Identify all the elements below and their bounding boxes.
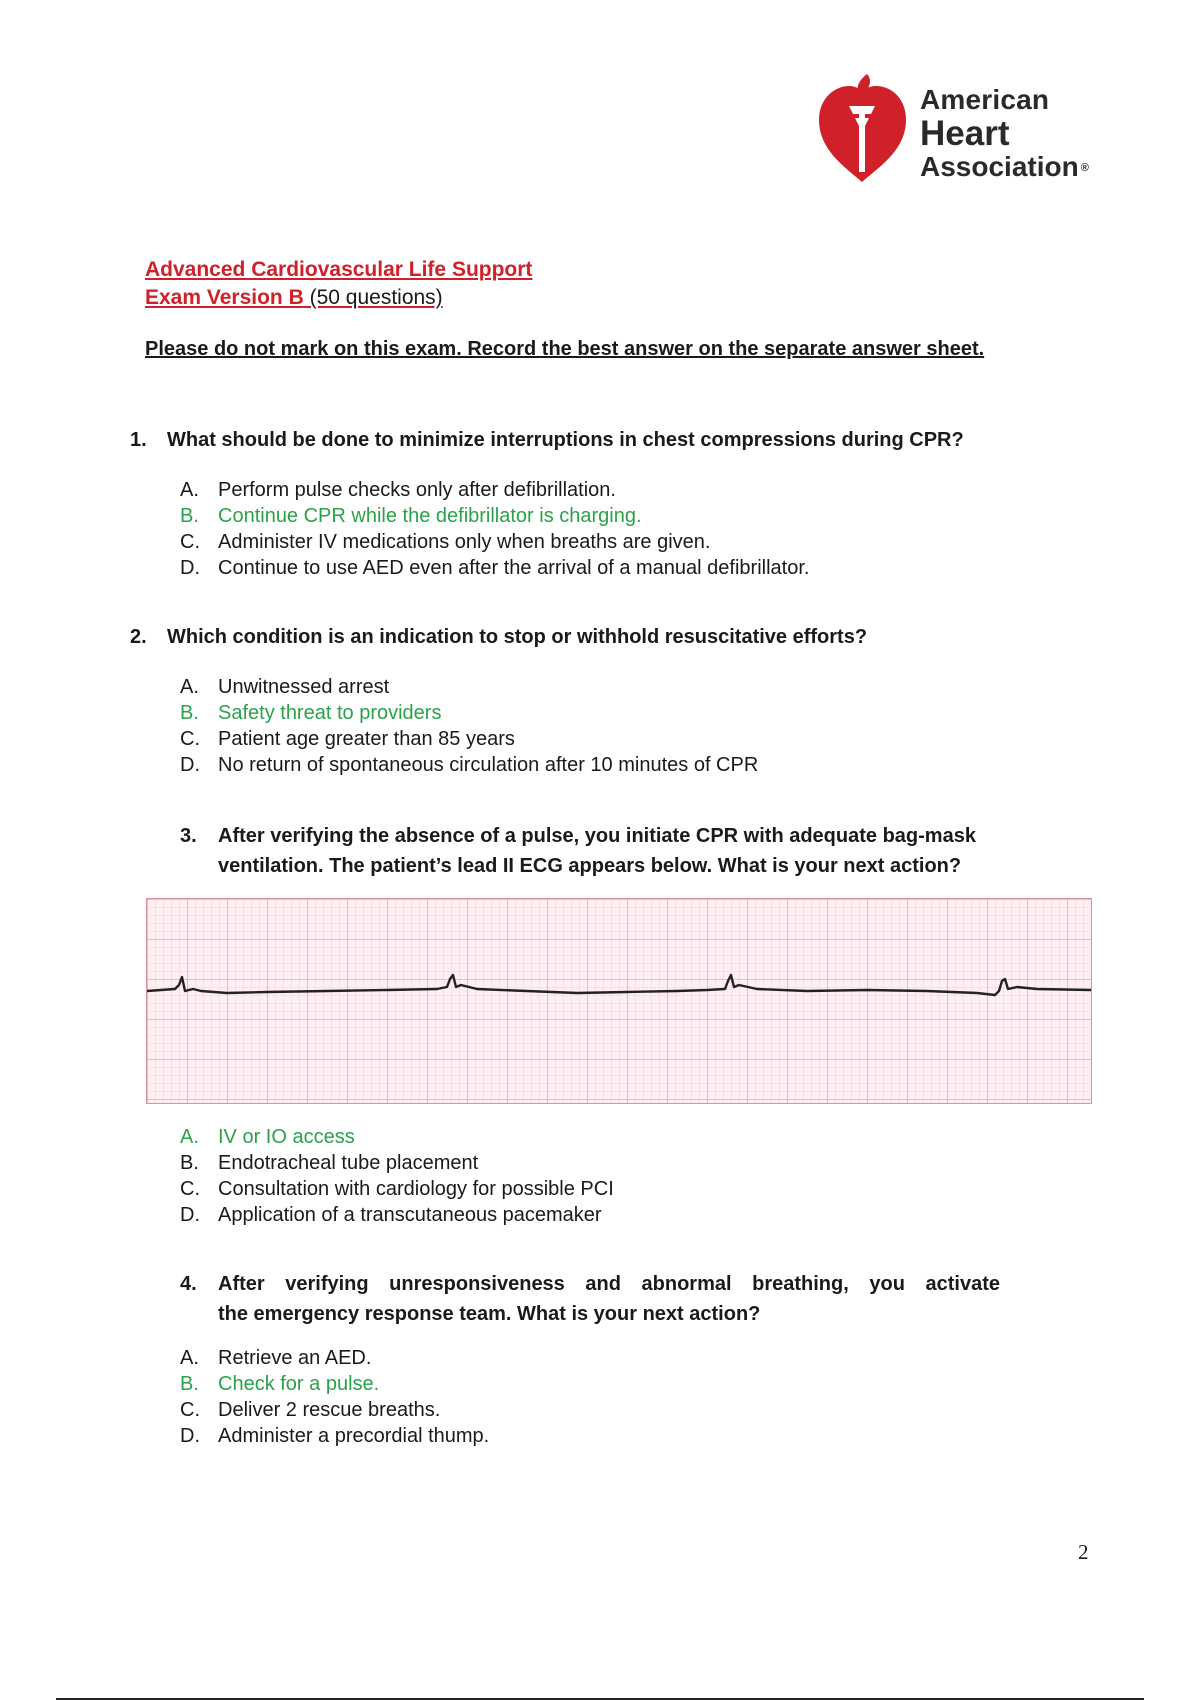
question-text: After verifying the absence of a pulse, you initiate CPR with adequate bag-mask ventilation. The patient’s lead II ECG appears below. What is your next action? [218, 825, 976, 877]
question-text: Which condition is an indication to stop or withhold resuscitative efforts? [167, 626, 868, 648]
option-a: A. Retrieve an AED. [180, 1347, 372, 1369]
option-c: C. Patient age greater than 85 years [180, 728, 515, 750]
question-1-options [180, 477, 980, 581]
option-a: A. Perform pulse checks only after defibrillation. [180, 479, 616, 501]
question-number: 4. [180, 1273, 197, 1295]
question-4-stem [180, 1269, 1000, 1329]
question-number: 3. [180, 825, 197, 847]
logo-line-association: Association ® [920, 151, 1089, 182]
option-b: B. Endotracheal tube placement [180, 1152, 479, 1174]
option-c: C. Deliver 2 rescue breaths. [180, 1399, 441, 1421]
heart-torch-icon [815, 72, 910, 187]
option-c: C. Administer IV medications only when breaths are given. [180, 531, 711, 553]
question-3-stem [180, 821, 1060, 881]
option-b-correct: B. Safety threat to providers [180, 702, 442, 724]
question-1-stem [130, 425, 1090, 455]
exam-version-label: Exam Version B [145, 286, 304, 309]
option-d: D. No return of spontaneous circulation after 10 minutes of CPR [180, 754, 759, 776]
question-3-options [180, 1124, 980, 1228]
exam-instructions: Please do not mark on this exam. Record the best answer on the separate answer sheet. [145, 338, 985, 360]
ecg-strip [146, 898, 1092, 1104]
option-d: D. Continue to use AED even after the arrival of a manual defibrillator. [180, 557, 810, 579]
question-2-stem [130, 622, 1090, 652]
question-number: 2. [130, 626, 147, 648]
logo-line-heart: Heart [920, 114, 1010, 153]
option-b-correct: B. Continue CPR while the defibrillator is charging. [180, 505, 642, 527]
option-d: D. Application of a transcutaneous pacemaker [180, 1204, 602, 1226]
logo-line-american: American [920, 84, 1050, 115]
option-a: A. Unwitnessed arrest [180, 676, 390, 698]
option-c: C. Consultation with cardiology for possible PCI [180, 1178, 614, 1200]
question-count: (50 questions) [309, 286, 443, 309]
exam-version [145, 286, 443, 310]
logo-wordmark [920, 86, 1089, 181]
aha-logo [815, 72, 1095, 187]
question-4-options [180, 1345, 980, 1449]
page-number: 2 [1078, 1540, 1089, 1564]
option-d: D. Administer a precordial thump. [180, 1425, 490, 1447]
question-number: 1. [130, 429, 147, 451]
option-a-correct: A. IV or IO access [180, 1126, 355, 1148]
ecg-grid [147, 899, 1091, 1103]
option-b-correct: B. Check for a pulse. [180, 1373, 380, 1395]
question-text: What should be done to minimize interruptions in chest compressions during CPR? [167, 429, 964, 451]
question-2-options [180, 674, 980, 778]
question-text: After verifying unresponsiveness and abnormal breathing, you activate the emergency response team. What is your next action? [218, 1273, 1000, 1325]
exam-title: Advanced Cardiovascular Life Support [145, 258, 533, 281]
